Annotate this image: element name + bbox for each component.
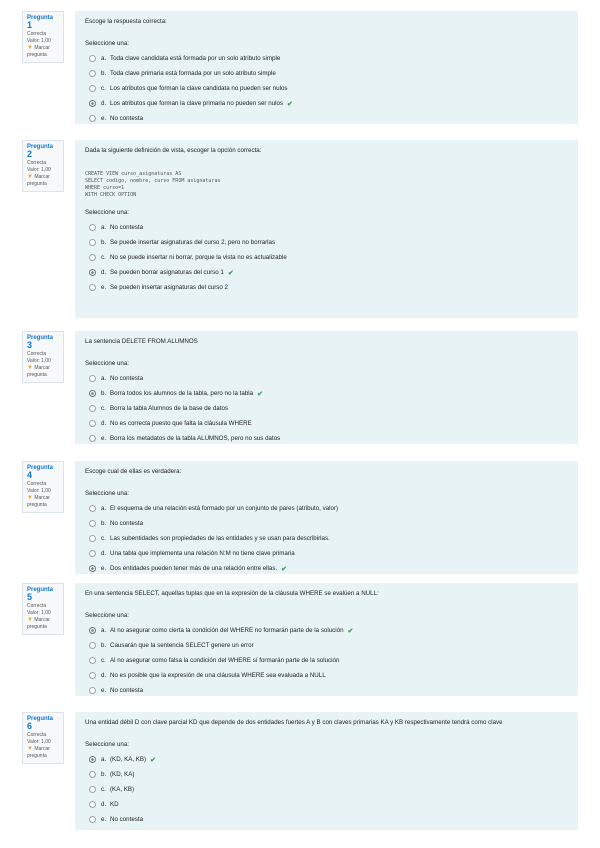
option-text: Las subentidades son propiedades de las entidades y se usan para describirlas.	[110, 535, 330, 542]
question-info	[22, 583, 64, 635]
flag-question-link[interactable]	[27, 746, 59, 760]
question-number	[27, 465, 59, 481]
question-info	[22, 461, 64, 513]
answer-option[interactable]	[85, 531, 568, 546]
question-label: Pregunta	[27, 465, 54, 471]
answer-option[interactable]	[85, 235, 568, 250]
option-letter: c.	[101, 85, 106, 92]
option-letter: b.	[101, 771, 107, 778]
check-icon: ✔	[227, 269, 234, 277]
radio-button[interactable]	[89, 405, 96, 412]
radio-button[interactable]	[89, 520, 96, 527]
option-text: Se pueden borrar asignaturas del curso 1	[110, 269, 224, 276]
flag-icon: ▼	[27, 617, 33, 623]
select-one-prompt: Seleccione una:	[85, 360, 130, 367]
question-label: Pregunta	[27, 587, 54, 593]
answer-option[interactable]	[85, 683, 568, 698]
question-block	[22, 712, 578, 830]
question-label: Pregunta	[27, 15, 54, 21]
radio-button[interactable]	[89, 375, 96, 382]
answer-option[interactable]	[85, 386, 568, 401]
select-one-prompt: Seleccione una:	[85, 209, 130, 216]
answer-option[interactable]	[85, 431, 568, 446]
answer-option[interactable]	[85, 81, 568, 96]
answer-option[interactable]	[85, 250, 568, 265]
answer-options	[85, 623, 568, 698]
option-text: Al no asegurar como cierta la condición del WHERE no formarán parte de la solución	[110, 627, 344, 634]
radio-button[interactable]	[89, 254, 96, 261]
question-number-value: 6	[27, 721, 33, 731]
radio-button[interactable]	[89, 535, 96, 542]
question-content	[75, 140, 578, 318]
option-text: Toda clave candidata está formada por un solo atributo simple	[110, 55, 281, 62]
flag-label: Marcar pregunta	[27, 495, 50, 508]
option-text: Borra la tabla Alumnos de la base de datos	[110, 405, 228, 412]
option-text: No contesta	[110, 375, 144, 382]
option-text: No es correcta puesto que falta la cláusula WHERE	[110, 420, 252, 427]
option-text: Causarán que la sentencia SELECT genere un error	[110, 642, 254, 649]
option-letter: b.	[101, 520, 107, 527]
option-letter: e.	[101, 115, 107, 122]
answer-option[interactable]	[85, 546, 568, 561]
radio-button[interactable]	[89, 70, 96, 77]
answer-option[interactable]	[85, 668, 568, 683]
question-number-value: 2	[27, 149, 33, 159]
answer-option[interactable]	[85, 416, 568, 431]
option-letter: c.	[101, 405, 106, 412]
select-one-prompt: Seleccione una:	[85, 40, 130, 47]
question-score: Valor: 1,00	[27, 358, 51, 364]
option-text: (KD, KA, KB)	[110, 756, 147, 763]
flag-question-link[interactable]	[27, 617, 59, 631]
option-text: Borra todos los alumnos de la tabla, pero no la tabla	[110, 390, 254, 397]
option-letter: d.	[101, 420, 107, 427]
option-text: El esquema de una relación está formado por un conjunto de pares (atributo, valor)	[110, 505, 339, 512]
flag-icon: ▼	[27, 45, 33, 51]
question-text: Escoge la respuesta correcta:	[85, 18, 167, 25]
answer-option[interactable]	[85, 752, 568, 767]
option-letter: a.	[101, 756, 107, 763]
radio-button[interactable]	[89, 786, 96, 793]
option-text: No contesta	[110, 224, 144, 231]
radio-button[interactable]	[89, 390, 96, 397]
option-text: Los atributos que forman la clave primaria no pueden ser nulos	[110, 100, 284, 107]
option-letter: b.	[101, 642, 107, 649]
answer-option[interactable]	[85, 280, 568, 295]
select-one-prompt: Seleccione una:	[85, 612, 130, 619]
option-letter: c.	[101, 786, 106, 793]
answer-option[interactable]	[85, 401, 568, 416]
radio-button[interactable]	[89, 224, 96, 231]
option-text: No es posible que la expresión de una cláusula WHERE sea evaluada a NULL	[110, 672, 326, 679]
radio-button[interactable]	[89, 269, 96, 276]
answer-option[interactable]	[85, 638, 568, 653]
question-text: Dada la siguiente definición de vista, escoger la opción correcta:	[85, 147, 262, 154]
flag-question-link[interactable]	[27, 174, 59, 188]
option-text: Dos entidades pueden tener más de una relación entre ellas.	[110, 565, 278, 572]
answer-option[interactable]	[85, 516, 568, 531]
question-text: Una entidad débil D con clave parcial KD que depende de dos entidades fuertes A y B con claves primarias KA y KB respectivamente tendrá como clave	[85, 719, 503, 726]
answer-option[interactable]	[85, 797, 568, 812]
flag-icon: ▼	[27, 174, 33, 180]
question-number	[27, 144, 59, 160]
radio-button[interactable]	[89, 771, 96, 778]
radio-button[interactable]	[89, 642, 96, 649]
question-number-value: 4	[27, 470, 33, 480]
question-status: Correcta	[27, 351, 47, 357]
option-letter: b.	[101, 70, 107, 77]
question-content	[75, 11, 578, 124]
option-text: Borra los metadatos de la tabla ALUMNOS, pero no sus datos	[110, 435, 281, 442]
option-letter: e.	[101, 284, 107, 291]
answer-option[interactable]	[85, 265, 568, 280]
option-text: No contesta	[110, 115, 144, 122]
radio-button[interactable]	[89, 85, 96, 92]
answer-option[interactable]	[85, 561, 568, 576]
answer-options	[85, 220, 568, 295]
answer-option[interactable]	[85, 623, 568, 638]
answer-option[interactable]	[85, 812, 568, 827]
flag-label: Marcar pregunta	[27, 365, 50, 378]
question-number	[27, 335, 59, 351]
question-block	[22, 331, 578, 444]
radio-button[interactable]	[89, 801, 96, 808]
option-text: No contesta	[110, 816, 144, 823]
question-status: Correcta	[27, 31, 47, 37]
question-number	[27, 716, 59, 732]
question-info	[22, 11, 64, 63]
select-one-prompt: Seleccione una:	[85, 490, 130, 497]
flag-question-link[interactable]	[27, 495, 59, 509]
question-text: En una sentencia SELECT, aquellas tuplas que en la expresión de la cláusula WHERE se evalúen a NULL:	[85, 590, 379, 597]
question-score: Valor: 1,00	[27, 610, 51, 616]
radio-button[interactable]	[89, 284, 96, 291]
question-text: La sentencia DELETE FROM ALUMNOS	[85, 338, 198, 345]
radio-button[interactable]	[89, 420, 96, 427]
question-content	[75, 583, 578, 696]
option-letter: a.	[101, 627, 107, 634]
question-block	[22, 140, 578, 318]
question-score: Valor: 1,00	[27, 38, 51, 44]
answer-option[interactable]	[85, 66, 568, 81]
answer-option[interactable]	[85, 767, 568, 782]
radio-button[interactable]	[89, 657, 96, 664]
flag-question-link[interactable]	[27, 365, 59, 379]
option-letter: d.	[101, 100, 107, 107]
radio-button[interactable]	[89, 672, 96, 679]
option-letter: a.	[101, 224, 107, 231]
answer-option[interactable]	[85, 782, 568, 797]
question-score: Valor: 1,00	[27, 739, 51, 745]
radio-button[interactable]	[89, 55, 96, 62]
check-icon: ✔	[150, 756, 156, 764]
option-text: Al no asegurar como falsa la condición del WHERE sí formarán parte de la solución	[110, 657, 340, 664]
option-letter: c.	[101, 535, 106, 542]
select-one-prompt: Seleccione una:	[85, 741, 130, 748]
question-text: Escoge cual de ellas es verdadera:	[85, 468, 182, 475]
radio-button[interactable]	[89, 627, 96, 634]
option-text: (KA, KB)	[110, 786, 135, 793]
question-status: Correcta	[27, 732, 47, 738]
question-content	[75, 331, 578, 444]
check-icon: ✔	[287, 100, 293, 108]
check-icon: ✔	[281, 565, 288, 573]
question-block	[22, 461, 578, 574]
option-letter: e.	[101, 435, 107, 442]
radio-button[interactable]	[89, 239, 96, 246]
question-score: Valor: 1,00	[27, 488, 51, 494]
question-label: Pregunta	[27, 716, 54, 722]
option-text: Toda clave primaria está formada por un solo atributo simple	[110, 70, 276, 77]
radio-button[interactable]	[89, 115, 96, 122]
question-content	[75, 712, 578, 830]
question-info	[22, 331, 64, 383]
radio-button[interactable]	[89, 816, 96, 823]
answer-option[interactable]	[85, 371, 568, 386]
question-content	[75, 461, 578, 574]
question-status: Correcta	[27, 603, 47, 609]
question-status: Correcta	[27, 160, 47, 166]
question-info	[22, 712, 64, 764]
answer-option[interactable]	[85, 220, 568, 235]
answer-option[interactable]	[85, 501, 568, 516]
radio-button[interactable]	[89, 550, 96, 557]
answer-options	[85, 51, 568, 126]
option-letter: e.	[101, 687, 107, 694]
answer-options	[85, 371, 568, 446]
answer-option[interactable]	[85, 51, 568, 66]
option-letter: b.	[101, 239, 107, 246]
radio-button[interactable]	[89, 756, 96, 763]
question-block	[22, 583, 578, 696]
flag-label: Marcar pregunta	[27, 174, 50, 187]
radio-button[interactable]	[89, 100, 96, 107]
option-text: Se puede insertar asignaturas del curso 2, pero no borrarlas	[110, 239, 276, 246]
question-score: Valor: 1,00	[27, 167, 51, 173]
flag-icon: ▼	[27, 365, 33, 371]
answer-option[interactable]	[85, 96, 568, 111]
radio-button[interactable]	[89, 505, 96, 512]
radio-button[interactable]	[89, 435, 96, 442]
flag-label: Marcar pregunta	[27, 617, 50, 630]
flag-question-link[interactable]	[27, 45, 59, 59]
question-status: Correcta	[27, 481, 47, 487]
question-block	[22, 11, 578, 124]
option-text: No se puede insertar ni borrar, porque la vista no es actualizable	[110, 254, 287, 261]
flag-icon: ▼	[27, 746, 33, 752]
option-letter: d.	[101, 550, 107, 557]
flag-label: Marcar pregunta	[27, 746, 50, 759]
option-text: Los atributos que forman la clave candidata no pueden ser nulos	[110, 85, 288, 92]
option-text: (KD, KA)	[110, 771, 135, 778]
check-icon: ✔	[257, 390, 263, 398]
question-number-value: 5	[27, 592, 33, 602]
option-letter: a.	[101, 375, 107, 382]
option-letter: d.	[101, 801, 107, 808]
option-text: No contesta	[110, 687, 144, 694]
answer-option[interactable]	[85, 653, 568, 668]
option-letter: d.	[101, 269, 107, 276]
code-block: CREATE VIEW curso_asignaturas AS SELECT codigo, nombre, curso FROM asignaturas WHERE curso=1 WITH CHECK OPTION	[85, 171, 221, 198]
option-text: Una tabla que implementa una relación N:M no tiene clave primaria	[110, 550, 295, 557]
answer-options	[85, 752, 568, 827]
option-text: KD	[110, 801, 119, 808]
radio-button[interactable]	[89, 687, 96, 694]
flag-label: Marcar pregunta	[27, 45, 50, 58]
check-icon: ✔	[347, 627, 354, 635]
answer-options	[85, 501, 568, 576]
option-letter: a.	[101, 505, 107, 512]
option-letter: a.	[101, 55, 107, 62]
option-letter: c.	[101, 254, 106, 261]
option-letter: e.	[101, 565, 107, 572]
option-letter: b.	[101, 390, 107, 397]
question-label: Pregunta	[27, 335, 54, 341]
option-letter: d.	[101, 672, 107, 679]
flag-icon: ▼	[27, 495, 33, 501]
question-number	[27, 15, 59, 31]
radio-button[interactable]	[89, 565, 96, 572]
answer-option[interactable]	[85, 111, 568, 126]
question-number	[27, 587, 59, 603]
question-info	[22, 140, 64, 192]
option-text: Se pueden insertar asignaturas del curso 2	[110, 284, 228, 291]
option-text: No contesta	[110, 520, 144, 527]
question-number-value: 1	[27, 20, 33, 30]
question-label: Pregunta	[27, 144, 54, 150]
option-letter: c.	[101, 657, 106, 664]
question-number-value: 3	[27, 340, 33, 350]
option-letter: e.	[101, 816, 107, 823]
